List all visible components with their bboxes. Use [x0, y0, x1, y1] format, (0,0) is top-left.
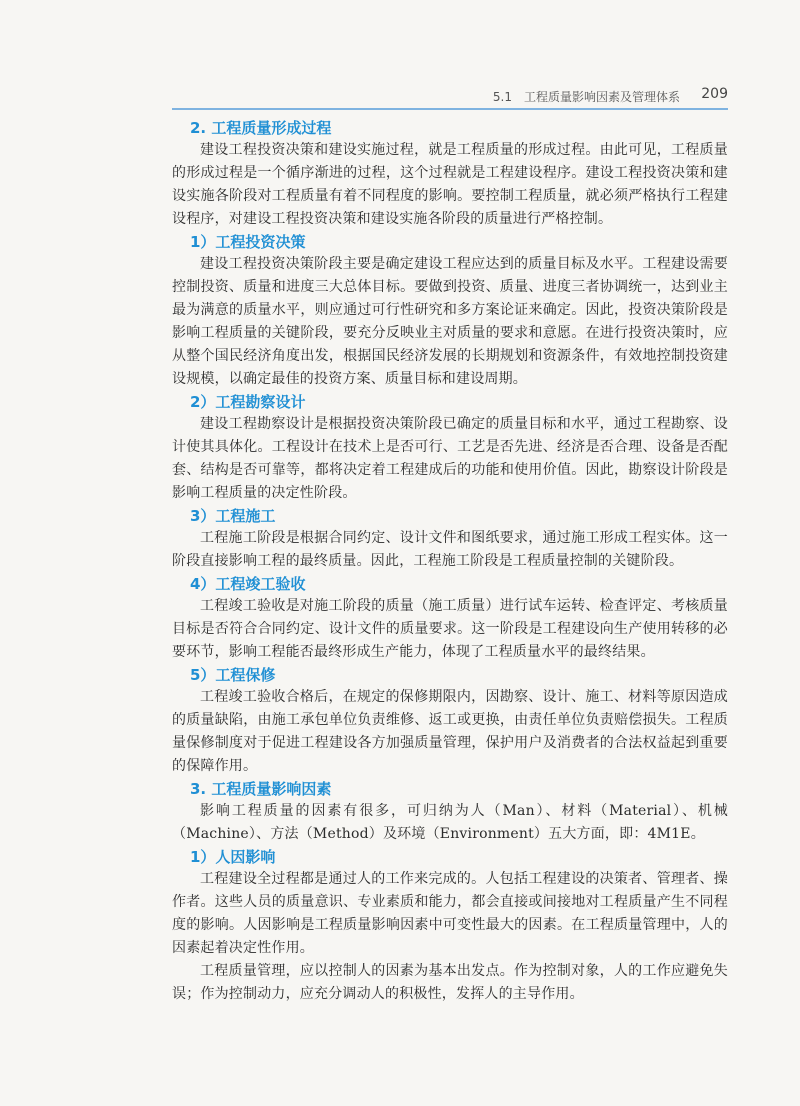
- subheading-investment-decision: 1）工程投资决策: [190, 233, 306, 251]
- paragraph-construction: 工程施工阶段是根据合同约定、设计文件和图纸要求，通过施工形成工程实体。这一阶段直接影响工程的最终质量。因此，工程施工阶段是工程质量控制的关键阶段。: [172, 530, 728, 569]
- section-heading-quality-formation: 2. 工程质量形成过程: [190, 119, 332, 137]
- paragraph-influencing-factors: 影响工程质量的因素有很多，可归纳为人（Man）、材料（Material）、机械（Machine）、方法（Method）及环境（Environment）五大方面，即：4M1E。: [172, 803, 728, 842]
- page-body: [172, 117, 728, 1006]
- paragraph-human-factors: 工程建设全过程都是通过人的工作来完成的。人包括工程建设的决策者、管理者、操作者。这些人员的质量意识、专业素质和能力，都会直接或间接地对工程质量产生不同程度的影响。人因影响是工程质量影响因素中可变性最大的因素。在工程质量管理中，人的因素起着决定性作用。: [172, 871, 728, 956]
- paragraph-human-control: 工程质量管理，应以控制人的因素为基本出发点。作为控制对象，人的工作应避免失误；作为控制动力，应充分调动人的积极性，发挥人的主导作用。: [172, 963, 728, 1002]
- page-number: 209: [701, 86, 728, 102]
- subheading-construction: 3）工程施工: [190, 507, 276, 525]
- running-header: [172, 86, 728, 108]
- section-heading-influencing-factors: 3. 工程质量影响因素: [190, 780, 332, 798]
- paragraph-survey-design: 建设工程勘察设计是根据投资决策阶段已确定的质量目标和水平，通过工程勘察、设计使其具体化。工程设计在技术上是否可行、工艺是否先进、经济是否合理、设备是否配套、结构是否可靠等，都将决定着工程建成后的功能和使用价值。因此，勘察设计阶段是影响工程质量的决定性阶段。: [172, 416, 728, 501]
- paragraph-completion-acceptance: 工程竣工验收是对施工阶段的质量（施工质量）进行试车运转、检查评定、考核质量目标是否符合合同约定、设计文件的质量要求。这一阶段是工程建设向生产使用转移的必要环节，影响工程能否最终形成生产能力，体现了工程质量水平的最终结果。: [172, 598, 728, 660]
- subheading-human-factors: 1）人因影响: [190, 848, 276, 866]
- subheading-survey-design: 2）工程勘察设计: [190, 393, 306, 411]
- paragraph-warranty: 工程竣工验收合格后，在规定的保修期限内，因勘察、设计、施工、材料等原因造成的质量缺陷，由施工承包单位负责维修、返工或更换，由责任单位负责赔偿损失。工程质量保修制度对于促进工程建设各方加强质量管理，保护用户及消费者的合法权益起到重要的保障作用。: [172, 689, 728, 774]
- header-rule: [172, 108, 728, 110]
- running-header-section: 5.1 工程质量影响因素及管理体系: [492, 90, 680, 104]
- subheading-warranty: 5）工程保修: [190, 666, 276, 684]
- subheading-completion-acceptance: 4）工程竣工验收: [190, 575, 306, 593]
- paragraph-investment-decision: 建设工程投资决策阶段主要是确定建设工程应达到的质量目标及水平。工程建设需要控制投资、质量和进度三大总体目标。要做到投资、质量、进度三者协调统一，达到业主最为满意的质量水平，则应通过可行性研究和多方案论证来确定。因此，投资决策阶段是影响工程质量的关键阶段，要充分反映业主对质量的要求和意愿。在进行投资决策时，应从整个国民经济角度出发，根据国民经济发展的长期规划和资源条件，有效地控制投资建设规模，以确定最佳的投资方案、质量目标和建设周期。: [172, 256, 728, 387]
- paragraph-quality-formation: 建设工程投资决策和建设实施过程，就是工程质量的形成过程。由此可见，工程质量的形成过程是一个循序渐进的过程，这个过程就是工程建设程序。建设工程投资决策和建设实施各阶段对工程质量有着不同程度的影响。要控制工程质量，就必须严格执行工程建设程序，对建设工程投资决策和建设实施各阶段的质量进行严格控制。: [172, 142, 728, 227]
